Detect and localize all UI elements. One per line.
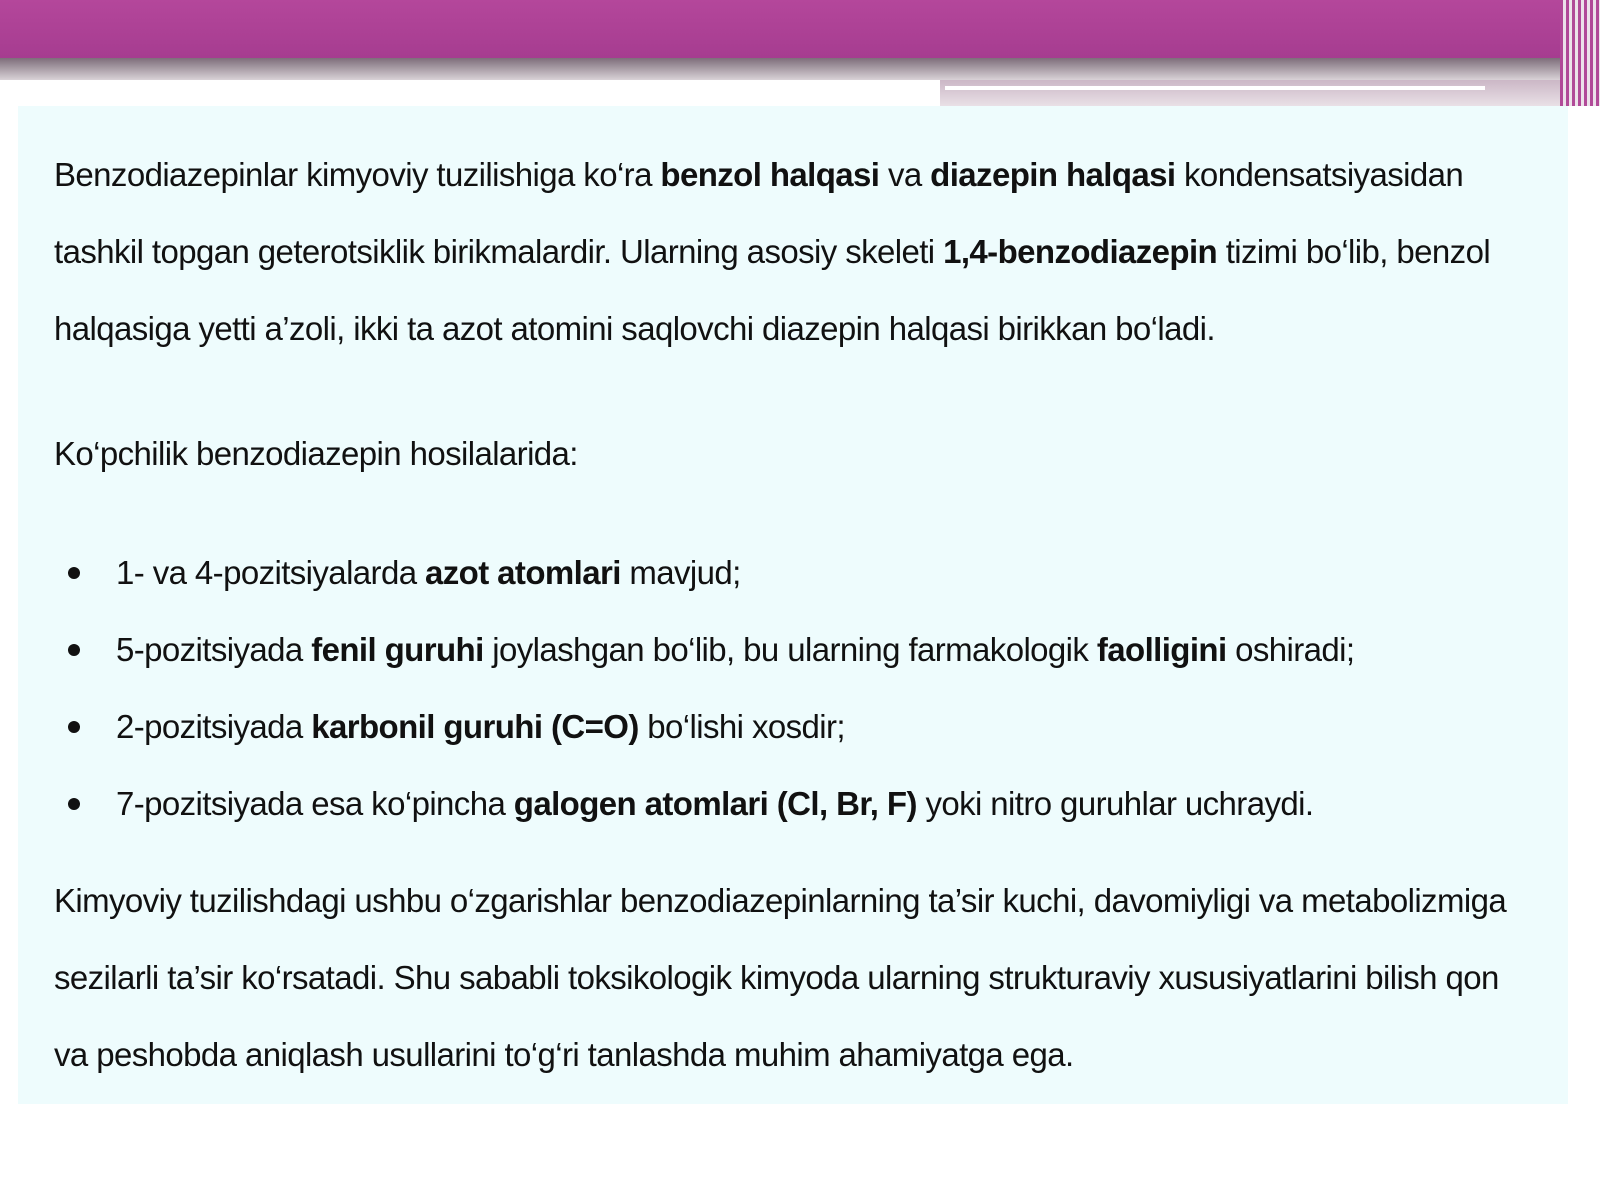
bold-term: galogen atomlari (Cl, Br, F) xyxy=(513,785,917,822)
content-panel xyxy=(18,106,1568,1104)
header-side-lines xyxy=(1560,0,1600,106)
header-accent-line xyxy=(945,86,1485,90)
header-bar-shadow xyxy=(0,58,1560,80)
list-item xyxy=(54,611,1532,688)
bullet-dot-icon xyxy=(68,798,80,810)
text-run: 1- va 4-pozitsiyalarda xyxy=(116,554,426,591)
bullet-dot-icon xyxy=(68,644,80,656)
list-intro: Ko‘pchilik benzodiazepin hosilalarida: xyxy=(54,435,578,472)
bold-term-benzol-ring: benzol halqasi xyxy=(660,156,880,193)
bold-term: karbonil guruhi (C=O) xyxy=(311,708,639,745)
text-run: oshiradi; xyxy=(1226,631,1355,668)
bold-term-benzodiazepin-system: 1,4-benzodiazepin xyxy=(943,233,1218,270)
text-run: 7-pozitsiyada esa ko‘pincha xyxy=(116,785,514,822)
text-run: 5-pozitsiyada xyxy=(116,631,312,668)
text-run: mavjud; xyxy=(620,554,741,591)
text-run: 2-pozitsiyada xyxy=(116,708,312,745)
text-run: joylashgan bo‘lib, bu ularning farmakologik xyxy=(483,631,1097,668)
bullet-dot-icon xyxy=(68,567,80,579)
text-run: bo‘lishi xosdir; xyxy=(638,708,845,745)
bullet-dot-icon xyxy=(68,721,80,733)
bold-term: azot atomlari xyxy=(425,554,621,591)
text-run: va xyxy=(879,156,931,193)
bold-term: fenil guruhi xyxy=(311,631,484,668)
bold-term: faolligini xyxy=(1096,631,1227,668)
header-bar xyxy=(0,0,1560,58)
text-run: Benzodiazepinlar kimyoviy tuzilishiga ko‘ra xyxy=(54,156,661,193)
bold-term-diazepin-ring: diazepin halqasi xyxy=(930,156,1176,193)
text-run: yoki nitro guruhlar uchraydi. xyxy=(916,785,1314,822)
text-run: tizimi bo‘lib, benzol halqasiga yetti a’zoli, ikki ta azot atomini saqlovchi diazepin halqasi birikkan bo‘ladi. xyxy=(54,233,1491,347)
paragraph-conclusion: Kimyoviy tuzilishdagi ushbu o‘zgarishlar benzodiazepinlarning ta’sir kuchi, davomiyligi va metabolizmiga sezilarli ta’sir ko‘rsatadi. Shu sababli toksikologik kimyoda ularning strukturaviy xususiyatlarini bilish qon va peshobda aniqlash usullarini to‘g‘ri tanlashda muhim ahamiyatga ega. xyxy=(54,882,1507,1073)
header-accent-strip xyxy=(940,80,1560,106)
list-item xyxy=(54,688,1532,765)
paragraph-structure xyxy=(54,136,1532,367)
derivative-features-list xyxy=(54,534,1532,842)
text-run: kondensatsiyasidan tashkil topgan geterotsiklik birikmalardir. Ularning asosiy skeleti xyxy=(54,156,1464,270)
spacer xyxy=(54,367,1532,415)
list-item xyxy=(54,765,1532,842)
list-item xyxy=(54,534,1532,611)
